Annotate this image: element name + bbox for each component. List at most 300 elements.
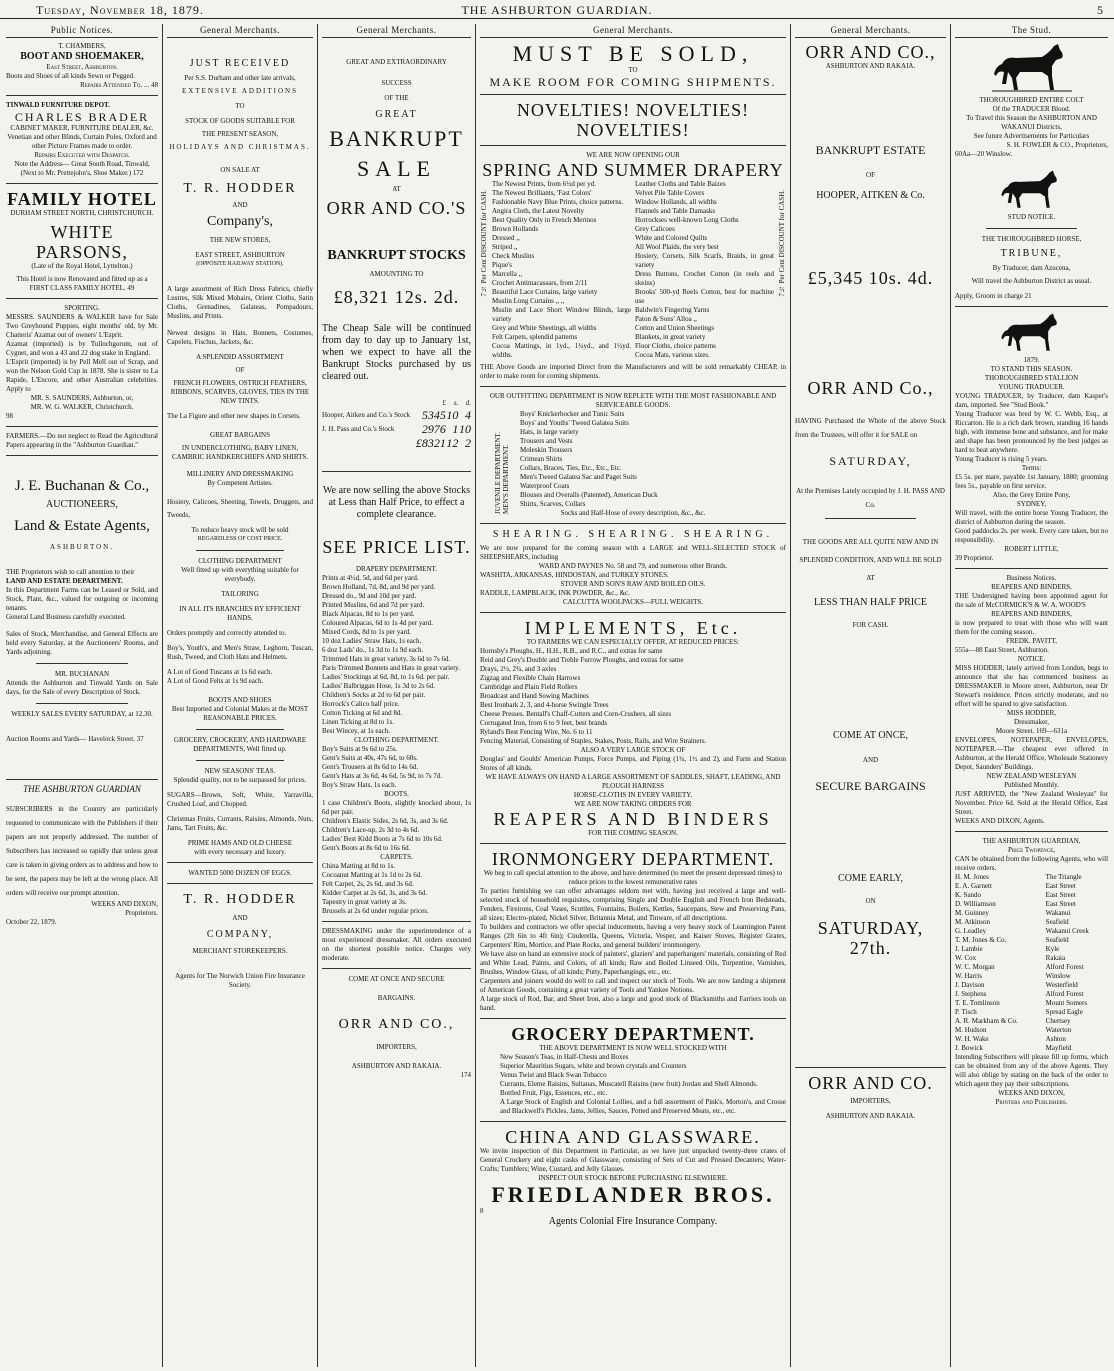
list-item: Crochet Antimacassars, from 2/11 — [492, 279, 588, 287]
list-item: All Wool Plaids, the very best — [635, 243, 719, 251]
list-item: Boys' and Youths' Tweed Galatea Suits — [520, 419, 629, 427]
stock-cell: 2 — [465, 436, 471, 450]
advert-line: 8 — [480, 1207, 484, 1215]
advert-line: CAN be obtained from the following Agents, who will receive orders. — [955, 855, 1109, 872]
advert-line: ASHBURTON AND RAKAIA. — [825, 1112, 916, 1120]
advert-line: with every necessary and luxury. — [194, 848, 286, 856]
list-item: WEEKS AND DIXON, Agents. — [955, 817, 1045, 825]
list-item: Ladies' Balbriggan Hose, 1s 3d to 2s 6d. — [322, 682, 436, 690]
advert-line: INSPECT OUR STOCK BEFORE PURCHASING ELSEWHERE. — [538, 1174, 728, 1182]
agent-row — [955, 972, 1108, 981]
advert-line: Azamat (imported) is by Tullochgorum, out of Cygnet, and won a 43 and 22 dog stake in England. — [6, 340, 158, 357]
advert-heading: OUR OUTFITTING DEPARTMENT IS NOW REPLETE WITH THE MOST FASHIONABLE AND SERVICEABLE GOODS. — [489, 392, 777, 409]
list-item: We are now prepared for the coming season with a LARGE and WELL-SELECTED STOCK of SHEEPSHEARS, including — [480, 544, 786, 561]
advert-line: ON SALE AT — [220, 166, 260, 174]
advert-heading: T. R. HODDER — [183, 181, 297, 196]
advert-line: Will travel the Ashburton District as usual. — [971, 277, 1092, 285]
list-item: Boy's Straw Hats, 1s each. — [322, 781, 397, 789]
stock-cell: 5345 — [421, 408, 446, 422]
list-item: 6 doz Lads' do., 1s 3d to 1s 9d each. — [322, 646, 424, 654]
advert-line: IMPORTERS, — [376, 1043, 417, 1051]
advert-line: Repairs Executed with Despatch. — [34, 151, 130, 159]
advert-line: L'Esprit (imported) is by Pell Mell out of Scrap, and won the Nelson Gold Cup in 1878. She is sister to La Rapide, L'Encore, and other Australian celebrities. Apply to — [6, 358, 158, 393]
agent-location: East Street — [1045, 891, 1076, 899]
agent-name: K. Sando — [955, 891, 982, 899]
advert-line: Well fitted up with everything suitable for everybody. — [181, 566, 299, 583]
advert-heading: SATURDAY, 27th. — [817, 918, 924, 958]
advert-heading: LESS THAN HALF PRICE — [814, 597, 927, 608]
list-item: Fencing Material, Consisting of Staples, Stakes, Posts, Rails, and Wire Strainers. — [480, 737, 707, 745]
advert-line: Boots and Shoes of all kinds Sewn or Pegged. — [6, 72, 135, 80]
page-number: 5 — [1097, 3, 1104, 17]
agent-name: M. Hudson — [955, 1026, 987, 1034]
list-item: Black Alpacas, 8d to 1s per yard. — [322, 610, 415, 618]
advert-line: FRENCH FLOWERS, OSTRICH FEATHERS, RIBBONS, SCARVES, GLOVES, TIES IN THE NEW TINTS. — [170, 379, 310, 405]
advert-line: IN ALL ITS BRANCHES BY EFFICIENT HANDS. — [179, 605, 301, 622]
advert-line: Sales of Stock, Merchandise, and General Effects are held every Saturday, at the Auctioneers' Rooms, and Yards adjoining. — [6, 630, 158, 656]
advert-line: AND — [232, 201, 248, 209]
advert-heading: FAMILY HOTEL — [7, 189, 157, 209]
list-item: Brown Holland, 7d, 8d, and 9d per yard. — [322, 583, 436, 591]
advert-heading: T. R. HODDER — [183, 892, 297, 907]
advert-heading: GREAT BARGAINS — [210, 431, 270, 439]
list-item: Brooks' 500-yd Reels Cotton, best for machine use — [635, 288, 774, 305]
advert-line: OF — [235, 366, 245, 374]
agent-row — [955, 1026, 1108, 1035]
list-item: Boys' Knickerbocker and Tunic Suits — [520, 410, 625, 418]
list-item: ENVELOPES, NOTEPAPER, ENVELOPES, NOTEPAPER.—The cheapest ever offered in Ashburton, at the Herald Office, Wholesale Stationery Depot, Saunders' Buildings. — [955, 736, 1108, 771]
advert-heading: SEE PRICE LIST. — [322, 537, 471, 557]
agent-row — [955, 963, 1108, 972]
advert-heading: PRIME HAMS AND OLD CHEESE — [187, 839, 293, 847]
advert-line: AND — [232, 914, 248, 922]
agent-name: J. Davison — [955, 981, 985, 989]
carpets-list — [322, 853, 471, 916]
list-item: Linen Ticking at 8d to 1s. — [322, 718, 394, 726]
list-item: Good paddocks 2s. per week. Every care taken, but no responsibility. — [955, 527, 1108, 544]
discount-note: 7½ Per Cent DISCOUNT for CASH. — [480, 190, 488, 297]
stock-cell: 1 — [452, 422, 459, 436]
stock-cell: 2976 — [421, 422, 446, 436]
advert-line: SUBSCRIBERS in the Country are particularly requested to communicate with the Publishers if their papers are not properly addressed. The number of Subscribers has increased so rapidly that unless great care is taken in giving orders as to address and how to be sent, the papers may be left at the wrong place. All orders will receive our prompt attention. — [6, 805, 158, 897]
stock-cell: d. — [465, 399, 471, 407]
list-item: The Newest Prints, from 6½d per yd. — [492, 180, 597, 188]
advert-heading: ORR AND CO.'S — [326, 198, 467, 218]
advert-heading: ORR AND Co., — [807, 378, 934, 398]
agent-row — [955, 1044, 1108, 1053]
stock-cell — [322, 399, 414, 408]
column-header: General Merchants. — [167, 24, 313, 38]
agent-location: Waterton — [1045, 1026, 1072, 1034]
advert-line: EAST STREET, ASHBURTON — [195, 251, 285, 259]
list-item: Ladies' Stockings at 6d, 8d, to 1s 6d. per pair. — [322, 673, 450, 681]
advert-heading: TRIBUNE, — [1000, 248, 1063, 259]
advert-line: (Late of the Royal Hotel, Lyttelton.) — [31, 262, 133, 270]
advert-heading: REAPERS AND BINDERS — [493, 809, 773, 829]
stock-row — [322, 436, 471, 450]
drapery-right — [635, 180, 774, 360]
list-item: Shirts, Scarves, Collars — [520, 500, 586, 508]
advert-line: Christmas Fruits, Currants, Raisins, Almonds, Nuts, Jams, Tart Fruits, &c. — [167, 815, 313, 832]
list-item: Crimean Shirts — [520, 455, 563, 463]
advert-line: FOR CASH. — [852, 621, 889, 629]
list-item: Flannels and Table Damasks — [635, 207, 716, 215]
list-item: Paris Trimmed Bonnets and Hats in great variety. — [322, 664, 460, 672]
list-item: Best Quality Only in French Merinos — [492, 216, 597, 224]
list-item: Marcella ,, — [492, 270, 523, 278]
stock-row — [322, 399, 471, 408]
list-item: A large stock of Rod, Bar, and Sheet Iron, also a large and good stock of Blacksmiths and Farriers tools on hand. — [480, 995, 786, 1012]
newspaper-title: THE ASHBURTON GUARDIAN. — [461, 3, 653, 17]
list-item: To parties furnishing we can offer advantages seldom met with, having just received a large and well-selected stock of household requisites, comprising Single and Double English and French Iron Bedsteads, Fenders, Fireirons, Coal Vases, Scuttles, Fountains, Boilers, Kettles, Saucepans, Stew and Preserving Pans, all sizes; Electro-plated, Nickel Silver, Britannia Metal, and Tinware, of all descriptions. — [480, 887, 786, 922]
list-item: Zigzag and Flexible Chain Harrows — [480, 674, 581, 682]
advert-heading: COME AT ONCE, — [832, 730, 909, 741]
list-item: Check Muslins — [492, 252, 535, 260]
agent-location: Spread Eagle — [1045, 1008, 1083, 1016]
section-heading: SPORTING. — [64, 304, 100, 312]
advert-line: Venetian and other Blinds, Curtain Poles, Oxford and other Picture Frames made to order. — [7, 133, 157, 150]
list-heading: We beg to call special attention to the above, and have determined (to meet the present depressed times) to reduce prices to the lowest remunerative rates — [483, 869, 783, 886]
advert-heading: BANKRUPT — [329, 126, 464, 151]
agent-row — [955, 990, 1108, 999]
list-item: Pique's — [492, 261, 512, 269]
advert-line: Note the Address— Great South Road, Tinwald, (Next to Mr. Prettejohn's, Shoe Maker.) 172 — [14, 160, 150, 177]
list-item: Trousers and Vests — [520, 437, 573, 445]
advert-line: Apply, Groom in charge 21 — [955, 292, 1032, 300]
advert-line: THE NEW STORES, — [209, 236, 271, 244]
agent-name: T. E. Tomlinson — [955, 999, 1000, 1007]
advert-line: MR. S. SAUNDERS, Ashburton, or, — [30, 394, 134, 402]
list-heading: Business Notices. — [1006, 574, 1057, 582]
list-item: Brussels at 2s 6d under regular prices. — [322, 907, 429, 915]
agent-name: H. M. Jones — [955, 873, 989, 881]
agent-name: J. Lambie — [955, 945, 983, 953]
advert-heading: TAILORING — [221, 590, 259, 598]
list-item: Trimmed Hats in great variety, 3s 6d to 7s 6d. — [322, 655, 451, 663]
advert-line: HAVING Purchased the Whole of the above Stock from the Trustees, will offer it for SALE on — [795, 417, 946, 439]
list-heading: FREDK. PAVITT, — [1005, 637, 1058, 645]
list-heading: ROBERT LITTLE, — [1004, 545, 1059, 553]
advert-line: WEEKLY SALES EVERY SATURDAY, at 12.30. — [11, 710, 153, 718]
list-item: Horrock's Calico half price. — [322, 700, 400, 708]
agent-name: T. M. Jones & Co. — [955, 936, 1007, 944]
advert-line: STOCK OF GOODS SUITABLE FOR — [185, 117, 295, 125]
advert-line: MR. W. G. WALKER, Christchurch. — [30, 403, 134, 411]
advert-line: A Lot of Good Tuscans at 1s 6d each. — [167, 668, 273, 676]
list-item: RADDLE, LAMPBLACK, INK POWDER, &c., &c. — [480, 589, 630, 597]
advert-line: THE PRESENT SEASON, — [201, 130, 279, 138]
column-public-notices — [2, 24, 162, 1367]
agent-row — [955, 927, 1108, 936]
advert-line: By Traducer, dam Azucena, — [992, 264, 1071, 272]
agent-location: Kyle — [1045, 945, 1060, 953]
advert-heading: SHEARING. SHEARING. SHEARING. — [492, 529, 774, 540]
advert-heading: HOOPER, AITKEN & Co. — [816, 190, 925, 201]
list-item: Grey and White Sheetings, all widths — [492, 324, 597, 332]
advert-heading: IRONMONGERY DEPARTMENT. — [491, 849, 775, 869]
list-item: Best Wincey, at 1s each. — [322, 727, 390, 735]
list-item: WASHITA, ARKANSAS, HINDOSTAN, and TURKEY STONES. — [480, 571, 669, 579]
advert-line: WE ARE NOW OPENING OUR — [586, 151, 680, 159]
list-item: Velvet Pile Table Covers — [635, 189, 705, 197]
advert-line: SUGARS—Brown, Soft, White, Yarravilla, Crushed Loaf, and Chopped. — [167, 791, 313, 808]
advert-line: Orders promptly and correctly attended to. — [167, 629, 287, 637]
advert-heading: IMPLEMENTS, Etc. — [524, 618, 742, 638]
list-heading: HORSE-CLOTHS IN EVERY VARIETY. — [573, 791, 693, 799]
list-heading: SYDNEY, — [1016, 500, 1047, 508]
agent-row — [955, 873, 1108, 882]
advert-line: Of the TRADUCER Blood. — [992, 105, 1071, 113]
advert-line: The Cheap Sale will be continued from day to day up to January 1st, when we expect to have all the Bankrupt Stocks purchased by us cleared out. — [322, 323, 471, 382]
column-orr-bankrupt — [317, 24, 475, 1367]
list-item: Felt Carpet, 2s, 2s 6d, and 3s 6d. — [322, 880, 414, 888]
advert-line: To Travel this Season the ASHBURTON AND WAKANUI Districts, — [966, 114, 1097, 131]
stock-cell: 4 — [465, 408, 471, 422]
advert-heading: Land & Estate Agents, — [14, 518, 150, 534]
agent-location: Winslow — [1045, 972, 1071, 980]
agent-row — [955, 1017, 1108, 1026]
column-orr-sale — [790, 24, 950, 1367]
agent-row — [955, 981, 1108, 990]
list-heading: ALSO A VERY LARGE STOCK OF — [580, 746, 686, 754]
agent-row — [955, 1035, 1108, 1044]
stock-cell — [322, 436, 414, 450]
list-item: Drays, 2½, 2¾, and 3 axles — [480, 665, 557, 673]
agent-row — [955, 909, 1108, 918]
advert-heading: SALE — [357, 156, 436, 181]
advert-line: Proprietors. — [125, 909, 158, 917]
boots-list — [322, 790, 471, 853]
advert-line: East Street, Ashburton. — [46, 63, 118, 71]
list-item: Will travel, with the entire horse Young Traducer, the district of Ashburton during the season. — [955, 509, 1108, 526]
agent-row — [955, 918, 1108, 927]
masthead — [0, 0, 1114, 19]
advert-heading: GROCERY DEPARTMENT. — [511, 1024, 755, 1044]
advert-line: Socks and Half-Hose of every description, &c., &c. — [560, 509, 706, 517]
list-item: Bottled Fruit, Figs, Essences, etc., etc. — [500, 1089, 608, 1097]
list-item: Gent's Suits at 40s, 47s 6d, to 60s. — [322, 754, 418, 762]
advert-line: MESSRS. SAUNDERS & WALKER have for Sale Two Greyhound Puppies, eight months' old, by Mr. Chatteris' Azamat out of owners' L'Esprit. — [6, 313, 158, 339]
list-heading: Terms: — [1021, 464, 1042, 472]
list-item: Paton & Sons' Alloa ,, — [635, 315, 697, 323]
advert-line: BARGAINS. — [377, 994, 416, 1002]
list-heading: Moore Street. 169—631a — [995, 727, 1068, 735]
list-item: 555a—88 East Street, Ashburton. — [955, 646, 1049, 654]
agent-location: Rakaia — [1045, 954, 1066, 962]
advert-line: EXTENSIVE ADDITIONS — [182, 87, 298, 95]
agent-row — [955, 954, 1108, 963]
advert-line: AMOUNTING TO — [369, 270, 424, 278]
advert-heading: NEW SEASONS' TEAS. — [204, 767, 276, 775]
advert-line: 98 — [6, 412, 13, 420]
advert-line: ASHBURTON AND RAKAIA. — [351, 1062, 442, 1070]
advert-line: THE THOROUGHBRED HORSE, — [981, 235, 1082, 243]
advert-heading: NOVELTIES! NOVELTIES! NOVELTIES! — [516, 100, 750, 140]
stock-cell: s. — [453, 399, 459, 407]
advert-heading: ORR AND CO., — [338, 1017, 455, 1032]
advert-line: THE ABOVE DEPARTMENT IS NOW WELL STOCKED WITH — [539, 1044, 727, 1052]
advert-line: TO — [235, 102, 245, 110]
list-item: Carpenters and joiners would do well to call and inspect our stock of Tools. We are now landing a shipment of American Goods, containing a great variety of Tools and Yankee Notions. — [480, 977, 786, 994]
list-item: A Large Stock of English and Colonial Lollies, and a full assortment of Pink's, Morton's, and Crosse and Blackwell's Pickles, Jams, Jellies, Sauces, Potted and Preserved Meats, etc., etc. — [500, 1098, 786, 1115]
agent-location: Alford Forest — [1045, 963, 1084, 971]
list-heading: NEW ZEALAND WESLEYAN — [986, 772, 1077, 780]
advert-line: LAND AND ESTATE DEPARTMENT. — [6, 577, 123, 585]
column-hodder — [162, 24, 317, 1367]
advert-line: REGARDLESS OF COST PRICE. — [197, 536, 283, 542]
list-heading: THOROUGHBRED STALLION — [984, 374, 1079, 382]
advert-line: Agents Colonial Fire Insurance Company. — [548, 1216, 718, 1227]
agent-location: The Triangle — [1045, 873, 1082, 881]
list-heading: Also, the Grey Entire Pony, — [992, 491, 1071, 499]
column-header: Public Notices. — [6, 24, 158, 38]
advert-line: DURHAM STREET NORTH, CHRISTCHURCH. — [10, 209, 154, 217]
list-item: Tapestry in great variety at 3s. — [322, 898, 407, 906]
list-item: China Matting at 8d to 1s. — [322, 862, 396, 870]
agent-name: W. C. Morgan — [955, 963, 995, 971]
stock-cell: £8321 — [415, 436, 446, 450]
advert-heading: COME EARLY, — [838, 873, 903, 884]
list-item: Cotton and Union Sheetings — [635, 324, 715, 332]
clothing-list — [322, 736, 471, 790]
list-item: Young Traducer is rising 5 years. — [955, 455, 1048, 463]
list-heading: MISS HODDER, — [1006, 709, 1056, 717]
list-heading: TO STAND THIS SEASON. — [990, 365, 1073, 373]
advert-line: CABINET MAKER, FURNITURE DEALER, &c. — [10, 124, 154, 132]
advert-line: By Competent Artistes. — [207, 479, 273, 487]
advert-line: Price Twopence, — [1007, 846, 1056, 854]
advert-heading: MUST BE SOLD, — [512, 41, 754, 66]
agent-row — [955, 945, 1108, 954]
advert-line: See future Advertisements for Particulars — [973, 132, 1090, 140]
list-item: Corrugated Iron, from 6 to 9 feet, best brands — [480, 719, 608, 727]
advert-line: THE Proprietors wish to call attention to their — [6, 568, 135, 576]
list-item: Dressed ,, — [492, 234, 520, 242]
list-item: Ryland's Best Fencing Wire, No. 6 to 11 — [480, 728, 593, 736]
advert-line: At the Premises Lately occupied by J. H. PASS AND Co. — [796, 487, 945, 509]
agent-row — [955, 882, 1108, 891]
list-item: Waterproof Coats — [520, 482, 570, 490]
issue-date: Tuesday, November 18, 1879. — [36, 3, 204, 17]
stock-table — [322, 399, 471, 450]
advert-line: TO FARMERS WE CAN ESPECIALLY OFFER, AT REDUCED PRICES: — [526, 638, 740, 646]
advert-heading: ORR AND CO. — [808, 1073, 933, 1093]
agent-location: East Street — [1045, 882, 1076, 890]
agent-location: Westerfield — [1045, 981, 1078, 989]
advert-heading: AUCTIONEERS, — [46, 499, 118, 510]
stock-cell: 12 — [446, 436, 459, 450]
list-item: Cotton Ticking at 6d and 8d. — [322, 709, 403, 717]
list-item: Mixed Cords, 8d to 1s per yard. — [322, 628, 412, 636]
list-item: Gent's Boots at 8s 6d to 16s 6d. — [322, 844, 411, 852]
list-item: Felt Carpets, splendid patterns — [492, 333, 578, 341]
list-item: Brown Hollands — [492, 225, 539, 233]
agent-name: J. Bowick — [955, 1044, 983, 1052]
list-item: Floor Cloths, choice patterns — [635, 342, 716, 350]
advert-line: OF THE — [384, 94, 409, 102]
list-heading: WARD AND PAYNES No. 58 and 79, and numerous other Brands. — [538, 562, 728, 570]
stock-cell: Hooper, Aitken and Co.'s Stock — [322, 410, 411, 419]
list-heading: CLOTHING DEPARTMENT. — [354, 736, 439, 744]
list-heading: DRAPERY DEPARTMENT. — [356, 565, 437, 573]
advert-line: S. H. FOWLER & CO., Proprietors, — [1006, 141, 1108, 149]
agent-location: Mount Somers — [1045, 999, 1088, 1007]
list-item: The Newest Brilliants, 'Fast Colors' — [492, 189, 592, 197]
advert-heading: MILLINERY AND DRESSMAKING — [186, 470, 294, 478]
column-friedlander — [475, 24, 790, 1367]
list-item: Coloured Alpacas, 6d to 1s 4d per yard. — [322, 619, 434, 627]
stock-cell: £ — [442, 399, 446, 407]
list-item: Striped ,, — [492, 243, 518, 251]
list-item: Angira Cloth, the Latest Novelty — [492, 207, 584, 215]
list-item: Venus Twist and Black Swan Tobacco — [500, 1071, 607, 1079]
list-item: MISS HODDER, lately arrived from London, begs to announce that she has commenced business as DRESSMAKER in Moore street, Ashburton, near Dr Stewart's residence. Prices strictly moderate, and no effort will be spared to give satisfaction. — [955, 664, 1108, 708]
drapery-list — [322, 565, 471, 736]
list-item: 10 doz Ladies' Straw Hats, 1s each. — [322, 637, 422, 645]
advert-heading: JUST RECEIVED — [189, 58, 291, 69]
list-item: Blankets, in great variety — [635, 333, 706, 341]
list-heading: REAPERS AND BINDERS, — [991, 610, 1072, 618]
list-item: JUST ARRIVED, the "New Zealand Wesleyan" for November. Price 6d. Sold at the Herald Office, East Street. — [955, 790, 1108, 816]
advert-heading: BANKRUPT STOCKS — [327, 248, 466, 263]
agent-row — [955, 891, 1108, 900]
advert-heading: SECURE BARGAINS — [815, 779, 926, 793]
list-item: Kidder Carpet at 2s 6d, 3s, and 3s 6d. — [322, 889, 428, 897]
list-item: Hornsby's Ploughs, H., H.H., R.B., and R.C., and extras for same — [480, 647, 663, 655]
list-heading: Published Monthly. — [1004, 781, 1059, 789]
advert-line: DRESSMAKING under the superintendence of a most experienced dressmaker. All orders executed on the shortest possible notice. Charges very moderate. — [322, 927, 471, 962]
advert-line: A SPLENDID ASSORTMENT — [196, 353, 284, 361]
advert-heading: MAKE ROOM FOR COMING SHIPMENTS. — [489, 75, 777, 89]
list-item: YOUNG TRADUCER, by Traducer, dam Kasper's dam, imported. See "Stud Book." — [955, 392, 1108, 409]
advert-line: 60Aa—20 Winslow. — [955, 150, 1013, 158]
list-item: To builders and contractors we offer special inducements, having a very heavy stock of Leamington Patent Ranges (2ft 6in to 4ft 6in); Cinderella, Queens, Victoria, Vesper, and Kaiser Stoves, Register Grates, Carpenters' Rim, Mortice, and Plate Rocks, and general builders' ironmongery. — [480, 923, 786, 949]
agent-name: W. Harris — [955, 972, 982, 980]
advert-line: THE GOODS ARE ALL QUITE NEW AND IN SPLENDID CONDITION, AND WILL BE SOLD AT — [799, 538, 942, 582]
advert-line: 174 — [460, 1071, 471, 1079]
section-heading: THE ASHBURTON GUARDIAN — [23, 784, 141, 794]
column-header: General Merchants. — [480, 24, 786, 38]
list-item: THE Undersigned having been appointed agent for the sale of McCORMICK'S & W. A. WOOD'S — [955, 592, 1108, 609]
list-heading: BOOTS. — [384, 790, 409, 798]
advert-heading: WANTED 5000 DOZEN OF EGGS. — [188, 869, 292, 877]
agent-name: M. Guinney — [955, 909, 989, 917]
stock-cell: 10 — [459, 422, 471, 436]
agent-name: M. Atkinson — [955, 918, 991, 926]
list-heading: WE HAVE ALWAYS ON HAND A LARGE ASSORTMENT OF SADDLES, SHAFT, LEADING, AND PLOUGH HARNESS — [485, 773, 781, 790]
advert-line: AT — [392, 185, 401, 193]
list-item: Cocoa Mats, various sizes. — [635, 351, 710, 359]
list-item: Cambridge and Plain Field Rollers — [480, 683, 578, 691]
list-item: Dressed do., 9d and 10d per yard. — [322, 592, 417, 600]
advert-line: AND — [862, 756, 879, 764]
list-item: We have also on hand an extensive stock of painters', glaziers' and paperhangers' materials, consisting of Red and White Lead, Paints, and Colors, of all kinds; Raw and Boiled Linseed Oils, Turpentine, Varnishes, Brushes, Window Glass, of all kinds; Putty, Paperhangings, etc., etc. — [480, 950, 786, 976]
list-item: Superior Mauritius Sugars, white and brown crystals and Counters — [500, 1062, 687, 1070]
advert-line: Hosiery, Calicoes, Sheeting, Towels, Druggets, and Tweeds, — [167, 498, 313, 519]
list-item: Cocoa Mattings, in 1yd., 1¼yd., and 1½yd. widths. — [492, 342, 631, 359]
advert-line: IN UNDERCLOTHING, BABY LINEN, CAMBRIC HANDKERCHIEFS AND SHIRTS. — [171, 444, 309, 461]
list-item: Muslin Long Curtains ,, ,, — [492, 297, 565, 305]
advert-heading: COMPANY, — [206, 929, 274, 940]
agent-location: Mayfield — [1045, 1044, 1072, 1052]
advert-line: GREAT — [375, 109, 418, 120]
advert-line: Best Imported and Colonial Makes at the MOST REASONABLE PRICES. — [171, 705, 309, 722]
advert-line: GREAT AND EXTRAORDINARY — [346, 58, 447, 66]
list-item: Best Ironbark 2, 3, and 4-horse Swingle Trees — [480, 701, 609, 709]
list-item: Currants, Eleme Raisins, Sultanas, Muscatell Raisins (new fruit) Jordan and Shell Almonds. — [500, 1080, 758, 1088]
list-heading: 1879. — [1023, 356, 1040, 364]
list-item: Leather Cloths and Table Baizes — [635, 180, 726, 188]
